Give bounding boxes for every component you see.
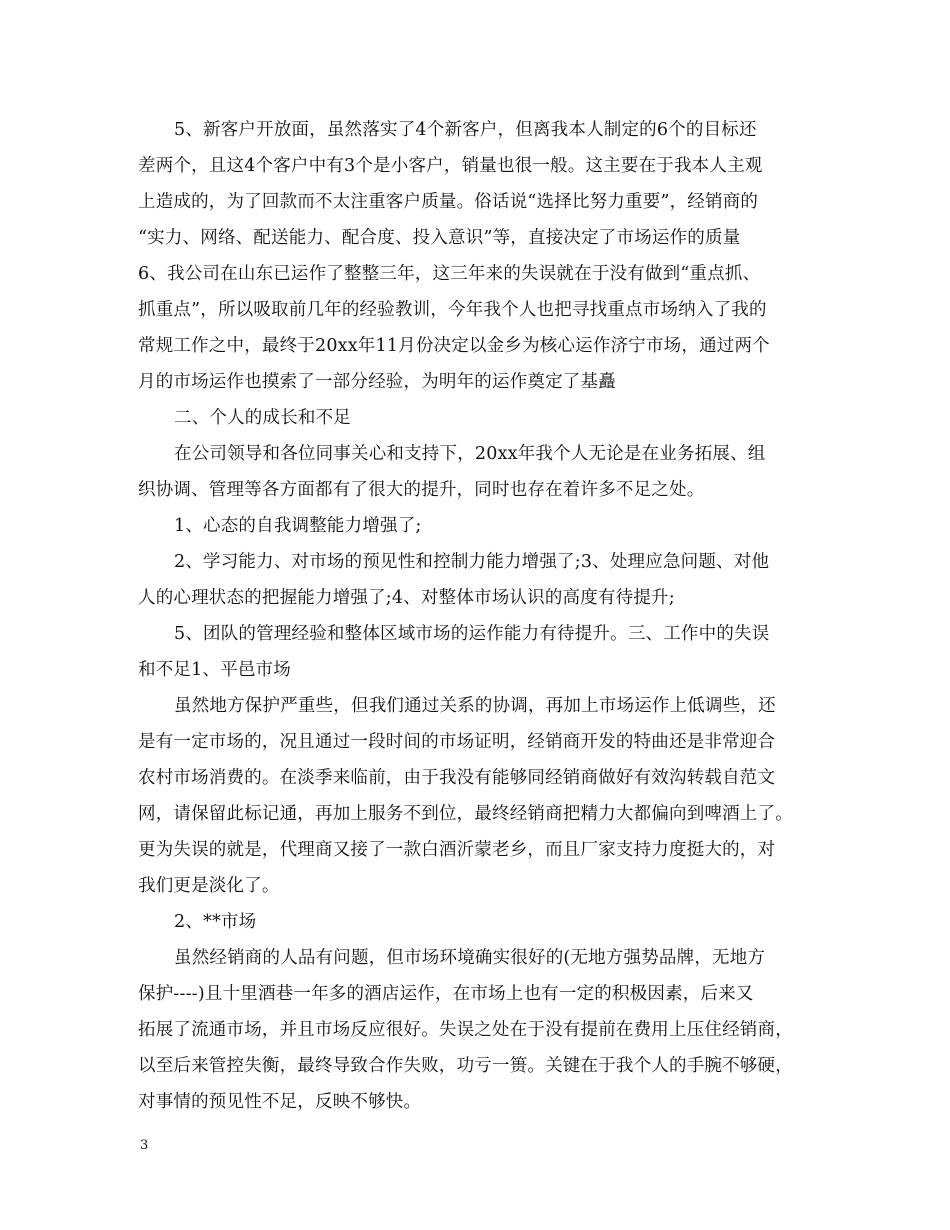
paragraph-line: 农村市场消费的。在淡季来临前，由于我没有能够同经销商做好有效沟转载自范文 [138, 768, 776, 788]
list-item: 2、学习能力、对市场的预见性和控制力能力增强了;3、处理应急问题、对他 [174, 552, 770, 572]
paragraph-line: 差两个，且这4个客户中有3个是小客户，销量也很一般。这主要在于我本人主观 [138, 156, 763, 176]
paragraph-line: 虽然经销商的人品有问题，但市场环境确实很好的(无地方强势品牌，无地方 [174, 948, 766, 968]
paragraph-line: 抓重点”，所以吸取前几年的经验教训，今年我个人也把寻找重点市场纳入了我的 [138, 300, 767, 320]
paragraph-line: 以至后来管控失衡，最终导致合作失败，功亏一篑。关键在于我个人的手腕不够硬， [138, 1056, 793, 1076]
paragraph-line: 保护----)且十里酒巷一年多的酒店运作，在市场上也有一定的积极因素，后来又 [138, 984, 754, 1004]
paragraph-line: 拓展了流通市场，并且市场反应很好。失误之处在于没有提前在费用上压住经销商， [138, 1020, 793, 1040]
paragraph-line: 月的市场运作也摸索了一部分经验，为明年的运作奠定了基矗 [138, 372, 616, 392]
paragraph-line: 对事情的预见性不足，反映不够快。 [138, 1092, 422, 1112]
paragraph-line: “实力、网络、配送能力、配合度、投入意识”等，直接决定了市场运作的质量 [138, 228, 741, 248]
paragraph-line: 虽然地方保护严重些，但我们通过关系的协调，再加上市场运作上低调些，还 [174, 696, 776, 716]
paragraph-line: 织协调、管理等各方面都有了很大的提升，同时也存在着许多不足之处。 [138, 480, 705, 500]
section-heading: 二、个人的成长和不足 [174, 408, 351, 428]
paragraph-line: 常规工作之中，最终于20xx年11月份决定以金乡为核心运作济宁市场，通过两个 [138, 336, 770, 356]
section-heading: 2、**市场 [174, 912, 257, 932]
paragraph-line: 5、新客户开放面，虽然落实了4个新客户，但离我本人制定的6个的目标还 [174, 120, 757, 140]
list-item: 5、团队的管理经验和整体区域市场的运作能力有待提升。三、工作中的失误 [174, 624, 770, 644]
paragraph-line: 人的心理状态的把握能力增强了;4、对整体市场认识的高度有待提升; [138, 588, 675, 608]
page-number: 3 [140, 1138, 149, 1153]
paragraph-line: 网，请保留此标记通，再加上服务不到位，最终经销商把精力大都偏向到啤酒上了。 [138, 804, 793, 824]
list-item: 1、心态的自我调整能力增强了; [174, 516, 422, 536]
paragraph-line: 上造成的，为了回款而不太注重客户质量。俗话说“选择比努力重要”，经销商的 [138, 192, 759, 212]
paragraph-line: 更为失误的就是，代理商又接了一款白酒沂蒙老乡，而且厂家支持力度挺大的，对 [138, 840, 776, 860]
paragraph-line: 6、我公司在山东已运作了整整三年，这三年来的失误就在于没有做到“重点抓、 [138, 264, 761, 284]
paragraph-line: 我们更是淡化了。 [138, 876, 280, 896]
paragraph-line: 和不足1、平邑市场 [138, 660, 291, 680]
paragraph-line: 在公司领导和各位同事关心和支持下，20xx年我个人无论是在业务拓展、组 [174, 444, 766, 464]
paragraph-line: 是有一定市场的，况且通过一段时间的市场证明，经销商开发的特曲还是非常迎合 [138, 732, 776, 752]
